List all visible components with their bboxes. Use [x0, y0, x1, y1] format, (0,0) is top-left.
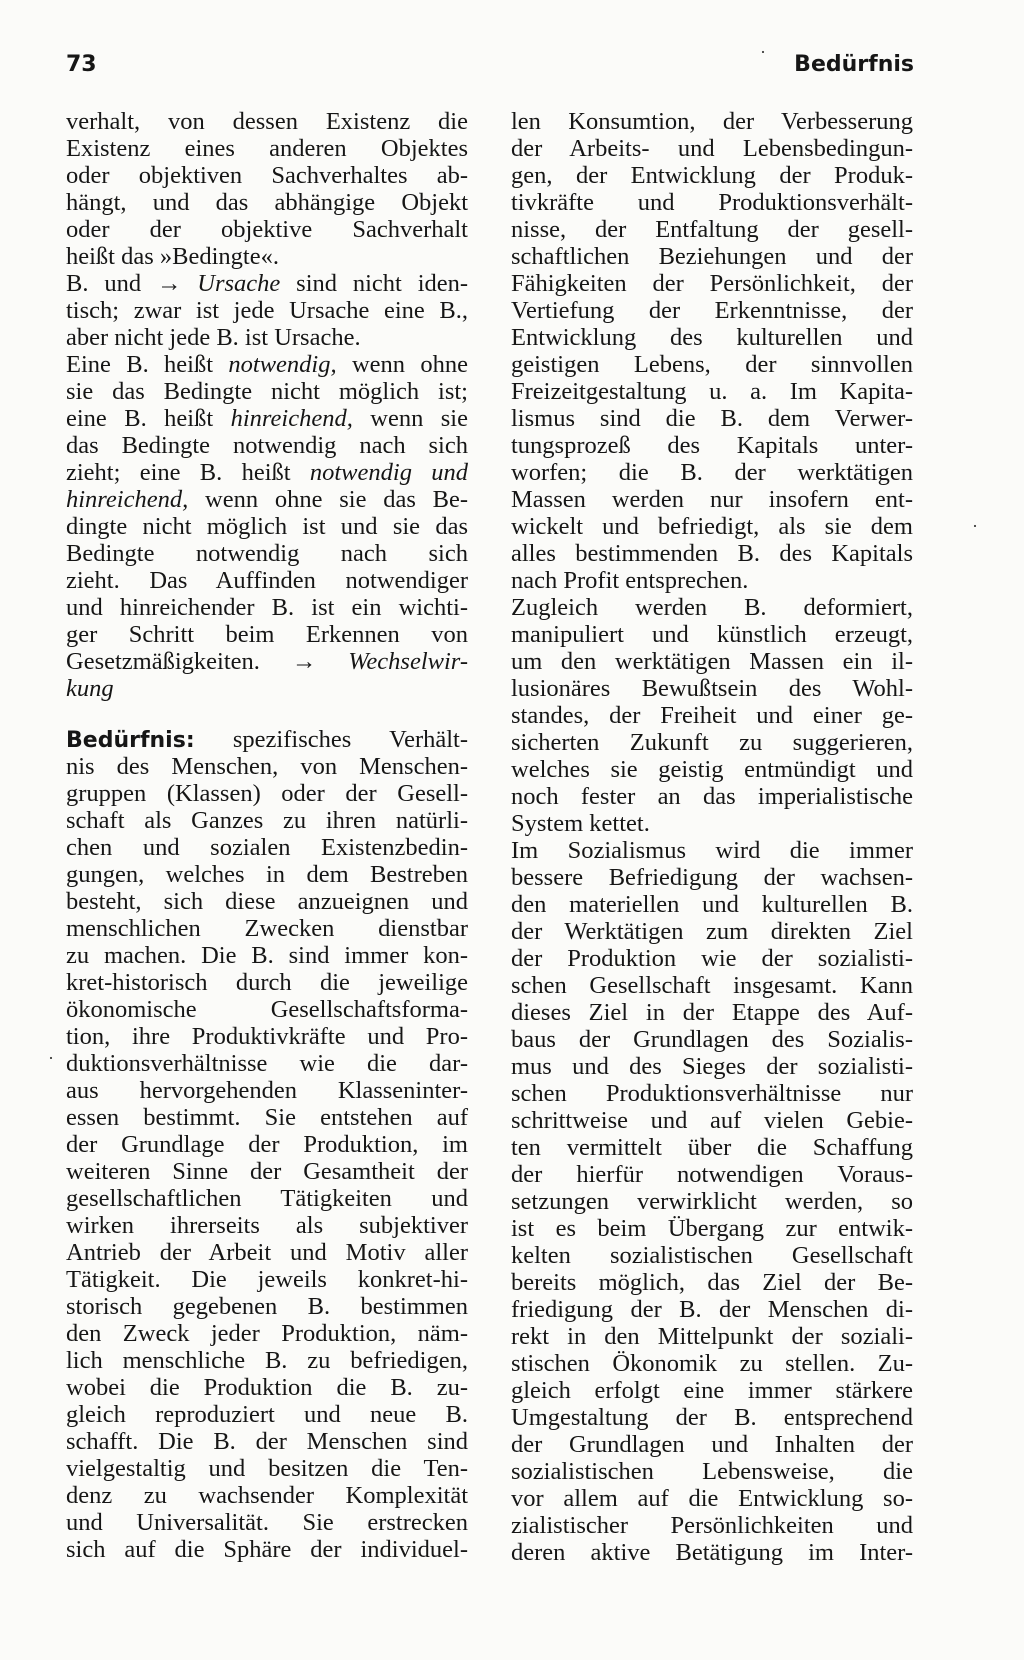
- text-line: zieht. Das Auffinden notwendiger: [66, 567, 468, 594]
- text-line: zieht; eine B. heißt notwendig und: [66, 459, 468, 486]
- text-line: und Universalität. Sie erstrecken: [66, 1509, 468, 1536]
- text-line: aber nicht jede B. ist Ursache.: [66, 324, 361, 351]
- text-line: ger Schritt beim Erkennen von: [66, 621, 468, 648]
- text-line: B. und → Ursache sind nicht iden-: [66, 270, 469, 297]
- text-line: heißt das »Bedingte«.: [66, 243, 279, 270]
- text-line: den materiellen und kulturellen B.: [511, 891, 913, 918]
- cross-reference-link[interactable]: kung: [66, 675, 114, 702]
- text-line: System kettet.: [511, 810, 650, 837]
- text-line: zialistischer Persönlichkeiten und: [511, 1512, 913, 1539]
- text-line: vielgestaltig und besitzen die Ten-: [66, 1455, 468, 1482]
- emphasis: notwendig und: [309, 459, 468, 486]
- text-line: der Werktätigen zum direkten Ziel: [511, 918, 913, 945]
- text-line: tion, ihre Produktivkräfte und Pro-: [66, 1023, 468, 1050]
- text-line: ten vermittelt über die Schaffung: [511, 1134, 913, 1161]
- text-line: chen und sozialen Existenzbedin-: [66, 834, 468, 861]
- text-line: duktionsverhältnisse wie die dar-: [66, 1050, 468, 1077]
- text-line: sich auf die Sphäre der individuel-: [66, 1536, 468, 1563]
- text-line: Zugleich werden B. deformiert,: [511, 594, 913, 621]
- text-line: das Bedingte notwendig nach sich: [66, 432, 468, 459]
- text-line: Fähigkeiten der Persönlichkeit, der: [511, 270, 913, 297]
- text-line: tungsprozeß des Kapitals unter-: [511, 432, 913, 459]
- text-line: sozialistischen Lebensweise, die: [511, 1458, 913, 1485]
- text-line: zu machen. Die B. sind immer kon-: [66, 942, 468, 969]
- text-line: Antrieb der Arbeit und Motiv aller: [66, 1239, 468, 1266]
- text-line: ist es beim Übergang zur entwik-: [511, 1215, 913, 1242]
- text-line: Vertiefung der Erkenntnisse, der: [511, 297, 913, 324]
- text-line: gungen, welches in dem Bestreben: [66, 861, 468, 888]
- page-number: 73: [66, 52, 97, 77]
- text-line: Bedingte notwendig nach sich: [66, 540, 468, 567]
- text-line: sicherten Zukunft zu suggerieren,: [511, 729, 913, 756]
- left-column: [66, 108, 468, 1563]
- text-line: Umgestaltung der B. entsprechend: [511, 1404, 913, 1431]
- text-line: der hierfür notwendigen Voraus-: [511, 1161, 913, 1188]
- text-line: mus und des Sieges der sozialisti-: [511, 1053, 913, 1080]
- text-line: der Grundlagen und Inhalten der: [511, 1431, 913, 1458]
- text-line: dieses Ziel in der Etappe des Auf-: [511, 999, 913, 1026]
- text-line: Freizeitgestaltung u. a. Im Kapita-: [511, 378, 913, 405]
- text-line: essen bestimmt. Sie entstehen auf: [66, 1104, 468, 1131]
- text-line: schaft als Ganzes zu ihren natürli-: [66, 807, 468, 834]
- text-line: denz zu wachsender Komplexität: [66, 1482, 468, 1509]
- text-line: gleich reproduziert und neue B.: [66, 1401, 468, 1428]
- text-line: Massen werden nur insofern ent-: [511, 486, 913, 513]
- text-line: friedigung der B. der Menschen di-: [511, 1296, 913, 1323]
- text-line: wirken ihrerseits als subjektiver: [66, 1212, 468, 1239]
- emphasis: notwendig,: [228, 351, 337, 378]
- text-line: noch fester an das imperialistische: [511, 783, 913, 810]
- text-line: aus hervorgehenden Klasseninter-: [66, 1077, 468, 1104]
- text-line: stischen Ökonomik zu stellen. Zu-: [511, 1350, 913, 1377]
- text-line: alles bestimmenden B. des Kapitals: [511, 540, 913, 567]
- text-line: hängt, und das abhängige Objekt: [66, 189, 468, 216]
- text-line: bessere Befriedigung der wachsen-: [511, 864, 913, 891]
- text-line: Existenz eines anderen Objektes: [66, 135, 468, 162]
- text-line: menschlichen Zwecken dienstbar: [66, 915, 468, 942]
- emphasis: hinreichend,: [230, 405, 353, 432]
- text-line: [66, 675, 468, 702]
- text-line: schaftlichen Beziehungen und der: [511, 243, 913, 270]
- text-line: schen Gesellschaft insgesamt. Kann: [511, 972, 913, 999]
- text-line: ökonomische Gesellschaftsforma-: [66, 996, 468, 1023]
- text-line: der Arbeits- und Lebensbedingun-: [511, 135, 913, 162]
- text-line: lich menschliche B. zu befriedigen,: [66, 1347, 468, 1374]
- text-line: gleich erfolgt eine immer stärkere: [511, 1377, 913, 1404]
- cross-reference-link[interactable]: Ursache: [197, 270, 281, 297]
- text-line: besteht, sich diese anzueignen und: [66, 888, 468, 915]
- text-line: welches sie geistig entmündigt und: [511, 756, 913, 783]
- text-line: len Konsumtion, der Verbesserung: [511, 108, 913, 135]
- text-line: gesellschaftlichen Tätigkeiten und: [66, 1185, 468, 1212]
- text-line: worfen; die B. der werktätigen: [511, 459, 913, 486]
- text-line: der Grundlage der Produktion, im: [66, 1131, 468, 1158]
- text-line: weiteren Sinne der Gesamtheit der: [66, 1158, 468, 1185]
- text-line: setzungen verwirklicht werden, so: [511, 1188, 913, 1215]
- text-line: wickelt und befriedigt, als sie dem: [511, 513, 913, 540]
- text-line: schen Produktionsverhältnisse nur: [511, 1080, 913, 1107]
- text-line: storisch gegebenen B. bestimmen: [66, 1293, 468, 1320]
- text-line: gen, der Entwicklung der Produk-: [511, 162, 913, 189]
- text-line: nach Profit entsprechen.: [511, 567, 749, 594]
- text-line: um den werktätigen Massen ein il-: [511, 648, 913, 675]
- text-line: bereits möglich, das Ziel der Be-: [511, 1269, 913, 1296]
- text-line: rekt in den Mittelpunkt der soziali-: [511, 1323, 913, 1350]
- text-line: manipuliert und künstlich erzeugt,: [511, 621, 913, 648]
- cross-reference-arrow: →: [291, 648, 317, 675]
- text-line: Entwicklung des kulturellen und: [511, 324, 913, 351]
- text-line: Eine B. heißt notwendig, wenn ohne: [66, 351, 468, 378]
- text-line: baus der Grundlagen des Sozialis-: [511, 1026, 913, 1053]
- text-line: kelten sozialistischen Gesellschaft: [511, 1242, 913, 1269]
- text-line: schafft. Die B. der Menschen sind: [66, 1428, 468, 1455]
- text-line: dingte nicht möglich ist und sie das: [66, 513, 468, 540]
- text-line: tisch; zwar ist jede Ursache eine B.,: [66, 297, 468, 324]
- text-line: lusionäres Bewußtsein des Wohl-: [511, 675, 913, 702]
- text-line: wobei die Produktion die B. zu-: [66, 1374, 468, 1401]
- text-line: verhalt, von dessen Existenz die: [66, 108, 468, 135]
- cross-reference-arrow: →: [156, 270, 182, 297]
- cross-reference-link[interactable]: Wechselwir-: [348, 648, 468, 675]
- text-line: gruppen (Klassen) oder der Gesell-: [66, 780, 468, 807]
- text-line: nisse, der Entfaltung der gesell-: [511, 216, 913, 243]
- text-line: Gesetzmäßigkeiten. → Wechselwir-: [66, 648, 468, 675]
- text-line: vor allem auf die Entwicklung so-: [511, 1485, 913, 1512]
- text-line: sie das Bedingte nicht möglich ist;: [66, 378, 468, 405]
- text-line: Im Sozialismus wird die immer: [511, 837, 913, 864]
- text-line: nis des Menschen, von Menschen-: [66, 753, 468, 780]
- emphasis: hinreichend,: [66, 486, 189, 513]
- text-line: schrittweise und auf vielen Gebie-: [511, 1107, 913, 1134]
- text-line: deren aktive Betätigung im Inter-: [511, 1539, 913, 1566]
- text-line: geistigen Lebens, der sinnvollen: [511, 351, 913, 378]
- text-line: oder der objektive Sachverhalt: [66, 216, 468, 243]
- text-line: den Zweck jeder Produktion, näm-: [66, 1320, 468, 1347]
- running-title: Bedürfnis: [794, 52, 914, 77]
- text-line: Tätigkeit. Die jeweils konkret-hi-: [66, 1266, 468, 1293]
- text-line: lismus sind die B. dem Verwer-: [511, 405, 913, 432]
- text-line: oder objektiven Sachverhaltes ab-: [66, 162, 468, 189]
- text-line: der Produktion wie der sozialisti-: [511, 945, 913, 972]
- text-line: und hinreichender B. ist ein wichti-: [66, 594, 468, 621]
- right-column: [511, 108, 913, 1566]
- margin-mark: ·: [972, 516, 978, 536]
- entry-lemma: Bedürfnis:: [66, 728, 195, 753]
- entry-first-line: Bedürfnis: spezifisches Verhält-: [66, 726, 468, 753]
- text-line: tivkräfte und Produktionsverhält-: [511, 189, 913, 216]
- text-line: hinreichend, wenn ohne sie das Be-: [66, 486, 468, 513]
- margin-mark: ·: [760, 42, 766, 62]
- margin-mark: ·: [48, 1048, 54, 1068]
- text-line: kret-historisch durch die jeweilige: [66, 969, 468, 996]
- text-line: eine B. heißt hinreichend, wenn sie: [66, 405, 468, 432]
- text-line: standes, der Freiheit und einer ge-: [511, 702, 913, 729]
